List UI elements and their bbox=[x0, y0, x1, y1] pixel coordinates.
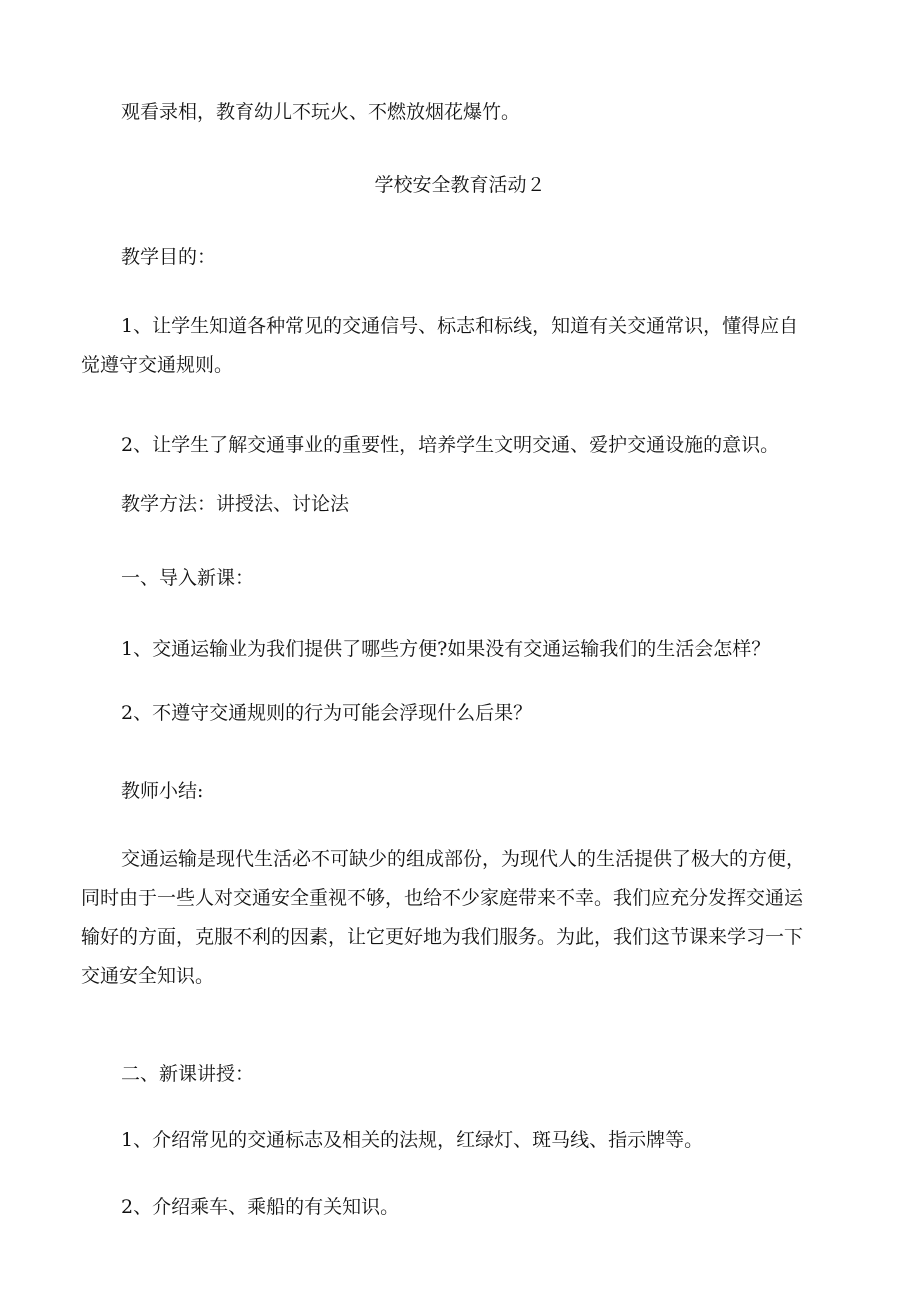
objective-2: 2、让学生了解交通事业的重要性，培养学生文明交通、爱护交通设施的意识。 bbox=[121, 434, 780, 456]
section-1-heading: 一、导入新课： bbox=[121, 567, 255, 589]
page-title: 学校安全教育活动２ bbox=[374, 174, 546, 196]
lecture-item-2: 2、介绍乘车、乘船的有关知识。 bbox=[121, 1196, 400, 1218]
objective-1-line-2: 觉遵守交通规则。 bbox=[81, 354, 234, 376]
summary-heading: 教师小结: bbox=[121, 780, 204, 802]
objectives-heading: 教学目的： bbox=[121, 246, 217, 268]
objective-1-line-1: 1、让学生知道各种常见的交通信号、标志和标线，知道有关交通常识，懂得应自 bbox=[121, 315, 799, 337]
section-2-heading: 二、新课讲授： bbox=[121, 1063, 255, 1085]
teaching-methods: 教学方法：讲授法、讨论法 bbox=[121, 493, 350, 515]
objective-1-paragraph bbox=[81, 314, 841, 377]
intro-line: 观看录相，教育幼儿不玩火、不燃放烟花爆竹。 bbox=[121, 101, 521, 123]
question-2: 2、不遵守交通规则的行为可能会浮现什么后果？ bbox=[121, 702, 533, 724]
question-1: 1、交通运输业为我们提供了哪些方便?如果没有交通运输我们的生活会怎样？ bbox=[121, 638, 771, 660]
summary-line-4: 交通安全知识。 bbox=[81, 965, 215, 987]
summary-line-2: 同时由于一些人对交通安全重视不够，也给不少家庭带来不幸。我们应充分发挥交通运 bbox=[81, 887, 804, 909]
summary-line-3: 输好的方面，克服不利的因素，让它更好地为我们服务。为此，我们这节课来学习一下 bbox=[81, 926, 804, 948]
summary-line-1: 交通运输是现代生活必不可缺少的组成部份，为现代人的生活提供了极大的方便， bbox=[121, 848, 806, 870]
summary-paragraph bbox=[81, 847, 841, 988]
lecture-item-1: 1、介绍常见的交通标志及相关的法规，红绿灯、斑马线、指示牌等。 bbox=[121, 1129, 704, 1151]
